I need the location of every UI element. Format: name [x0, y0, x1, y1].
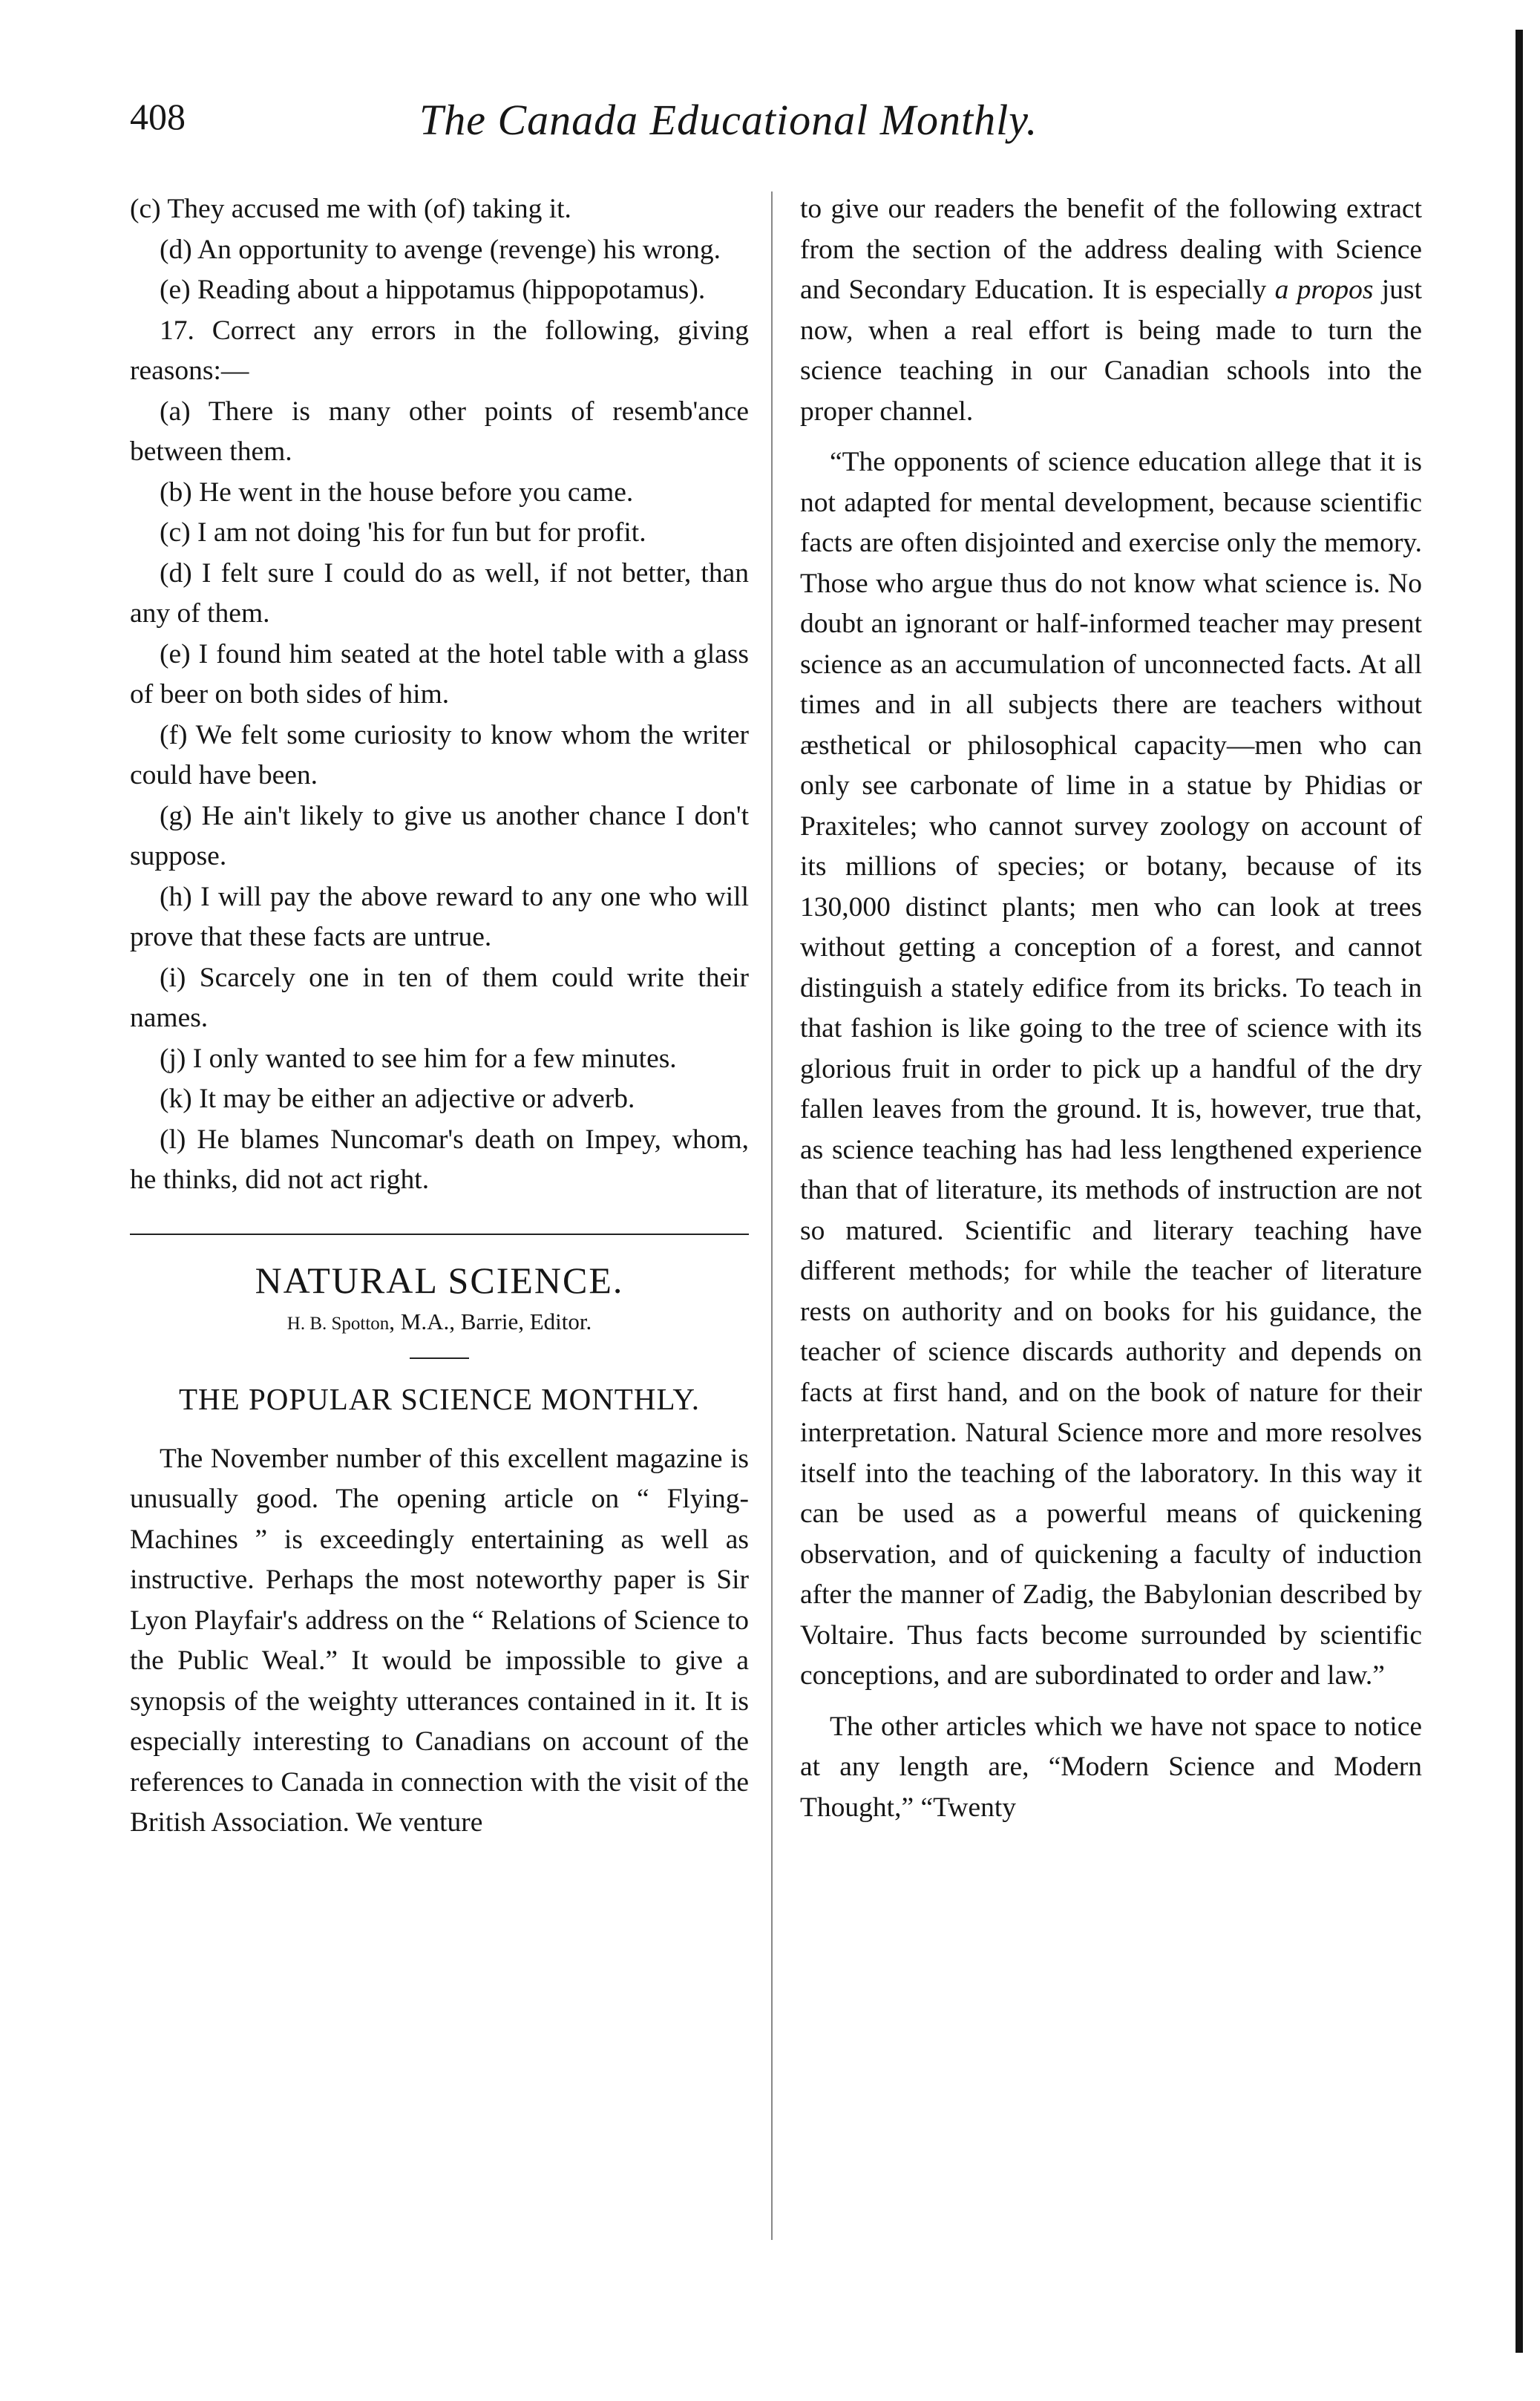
question-item: (b) He went in the house before you came. [160, 476, 634, 508]
left-column [130, 189, 749, 1844]
page-header [130, 95, 1124, 154]
article-paragraph: to give our readers the benefit of the following extract from the section of the address dealing with Science and Secondary Education. It is especially a propos just now, when a real effort is being made to turn the science teaching in our Canadian schools into the proper channel. [800, 194, 1422, 427]
editor-name: H. B. Spotton [286, 1313, 390, 1334]
page-number: 408 [130, 96, 186, 137]
quoted-extract: “The opponents of science education allege that it is not adapted for mental development, because scientific facts are often disjointed and exercise only the memory. Those who argue thus do not know what science is. No doubt an ignorant or half-informed teacher may present science as an accumulation of unconnected facts. At all times and in all subjects there are teachers without æsthetical or philosophical capacity—men who can only see carbonate of lime in a statue by Phidias or Praxiteles; who cannot survey zoology on account of its millions of species; or botany, because of its 130,000 distinct plants; men who can look at trees without getting a conception of a forest, and cannot distinguish a stately edifice from its bricks. To teach in that fashion is like going to the tree of science with its glorious fruit in order to pick up a handful of the dry fallen leaves from the ground. It is, however, true that, as science teaching has had less lengthened experience than that of literature, its methods of instruction are not so matured. Scientific and literary teaching have different methods; for while the teacher of literature rests on authority and on books for his guidance, the teacher of science discards authority and depends on facts at first hand, and on the book of nature for their interpretation. Natural Science more and more resolves itself into the teaching of the laboratory. In this way it can be used as a powerful means of quickening observation, and of quickening a faculty of induction after the manner of Zadig, the Babylonian described by Voltaire. Thus facts become surrounded by scientific conceptions, and are subordinated to order and law.” [800, 447, 1422, 1691]
column-gutter-mark [771, 191, 773, 2240]
exercise-line: (e) Reading about a hippotamus (hippopotamus). [160, 275, 706, 305]
page-edge-scan-bar [1516, 30, 1523, 2353]
question-item: (k) It may be either an adjective or adverb. [160, 1084, 635, 1114]
exercise-line: (c) They accused me with (of) taking it. [130, 194, 571, 224]
running-title: The Canada Educational Monthly. [419, 96, 1038, 144]
article-paragraph: The other articles which we have not space to notice at any length are, “Modern Science and Modern Thought,” “Twenty [800, 1711, 1422, 1823]
article-body: The November number of this excellent magazine is unusually good. The opening article on “ Flying-Machines ” is exceedingly entertaining as well as instructive. Perhaps the most noteworthy paper is Sir Lyon Playfair's address on the “ Relations of Science to the Public Weal.” It would be impossible to give a synopsis of the weighty utterances contained in it. It is especially interesting to Canadians on account of the references to Canada in connection with the visit of the British Association. We venture [130, 1443, 749, 1838]
question-item: (c) I am not doing 'his for fun but for profit. [160, 517, 646, 548]
question-item: (f) We felt some curiosity to know whom the writer could have been. [130, 719, 749, 790]
exercise-line: (d) An opportunity to avenge (revenge) his wrong. [160, 234, 721, 265]
question-item: (h) I will pay the above reward to any one who will prove that these facts are untrue. [130, 881, 749, 952]
right-column [800, 189, 1422, 1828]
article-heading: THE POPULAR SCIENCE MONTHLY. [179, 1381, 700, 1416]
section-editor [130, 1305, 749, 1341]
section-divider [130, 1234, 749, 1235]
section-title: NATURAL SCIENCE. [255, 1259, 624, 1301]
question-item: (e) I found him seated at the hotel table with a glass of beer on both sides of him. [130, 638, 749, 710]
short-divider [410, 1357, 469, 1359]
question-item: (d) I felt sure I could do as well, if not better, than any of them. [130, 557, 749, 629]
question-item: (i) Scarcely one in ten of them could write their names. [130, 962, 749, 1033]
question-17-intro: 17. Correct any errors in the following, giving reasons:— [130, 315, 749, 386]
question-item: (a) There is many other points of resemb'ance between them. [130, 396, 749, 467]
question-item: (j) I only wanted to see him for a few minutes. [160, 1043, 677, 1074]
editor-details: , M.A., Barrie, Editor. [389, 1308, 592, 1334]
question-item: (g) He ain't likely to give us another chance I don't suppose. [130, 800, 749, 871]
question-item: (l) He blames Nuncomar's death on Impey, whom, he thinks, did not act right. [130, 1124, 749, 1195]
italic-phrase: a propos [1274, 275, 1374, 305]
